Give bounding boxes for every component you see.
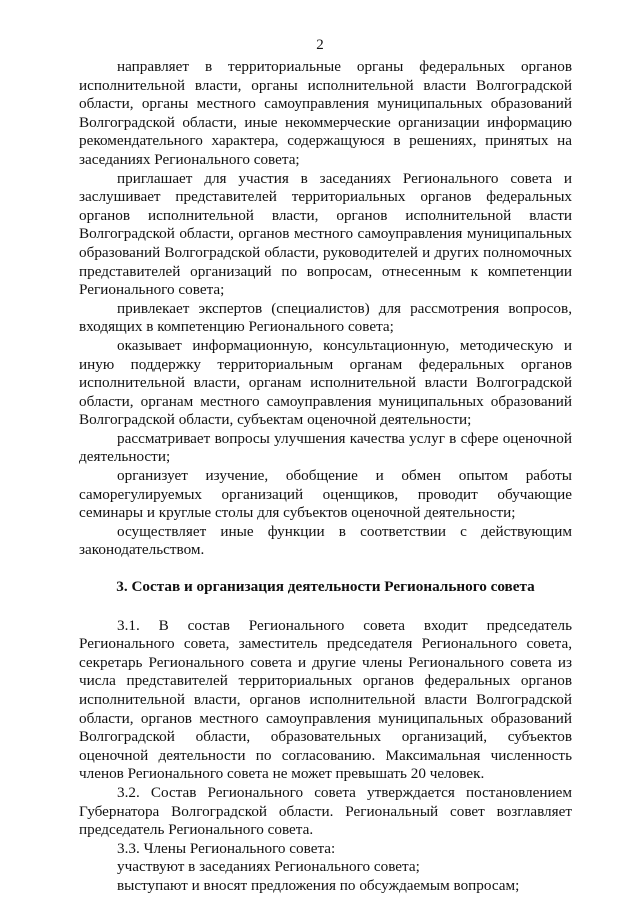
- paragraph-invites-representatives: приглашает для участия в заседаниях Регионального совета и заслушивает представителей территориальных органов федеральных органов исполнительной власти, органов исполнительной власти Волгоградской области, органов местного самоуправления муниципальных образований Волгоградской области, руководителей и других полномочных представителей организаций по вопросам, отнесенным к компетенции Регионального совета;: [79, 169, 572, 299]
- document-body: [79, 58, 572, 896]
- paragraph-3-1-composition: 3.1. В состав Регионального совета входит председатель Регионального совета, заместитель председателя Регионального совета, секретарь Регионального совета и другие члены Регионального совета из числа представителей территориальных органов федеральных органов исполнительной власти, органов исполнительной власти Волгоградской области, органов местного самоуправления муниципальных образований Волгоградской области, образовательных организаций, субъектов оценочной деятельности по согласованию. Максимальная численность членов Регионального совета не может превышать 20 человек.: [79, 616, 572, 783]
- paragraph-members-participate: участвуют в заседаниях Регионального совета;: [117, 858, 420, 876]
- paragraph-engages-experts: привлекает экспертов (специалистов) для рассмотрения вопросов, входящих в компетенцию Регионального совета;: [79, 299, 572, 336]
- paragraph-organizes-study: организует изучение, обобщение и обмен опытом работы саморегулируемых организаций оценщиков, проводит обучающие семинары и круглые столы для субъектов оценочной деятельности;: [79, 467, 572, 522]
- section-heading: 3. Состав и организация деятельности Регионального совета: [116, 578, 535, 596]
- page-number: 2: [316, 37, 324, 53]
- paragraph-3-3-members: 3.3. Члены Регионального совета:: [117, 839, 336, 857]
- paragraph-3-2-approval: 3.2. Состав Регионального совета утверждается постановлением Губернатора Волгоградской области. Региональный совет возглавляет председатель Регионального совета.: [79, 783, 572, 839]
- paragraph-directs-information: направляет в территориальные органы федеральных органов исполнительной власти, органы исполнительной власти Волгоградской области, органы местного самоуправления муниципальных образований Волгоградской области, иные некоммерческие организации информацию рекомендательного характера, содержащуюся в решениях, принятых на заседаниях Регионального совета;: [79, 58, 572, 168]
- paragraph-members-propose: выступают и вносят предложения по обсуждаемым вопросам;: [117, 876, 520, 894]
- paragraph-considers-quality: рассматривает вопросы улучшения качества услуг в сфере оценочной деятельности;: [79, 429, 572, 466]
- paragraph-other-functions: осуществляет иные функции в соответствии с действующим законодательством.: [79, 522, 572, 559]
- paragraph-provides-support: оказывает информационную, консультационную, методическую и иную поддержку территориальным органам федеральных органов исполнительной власти, органам исполнительной власти Волгоградской области, органам местного самоуправления муниципальных образований Волгоградской области, субъектам оценочной деятельности;: [79, 336, 572, 429]
